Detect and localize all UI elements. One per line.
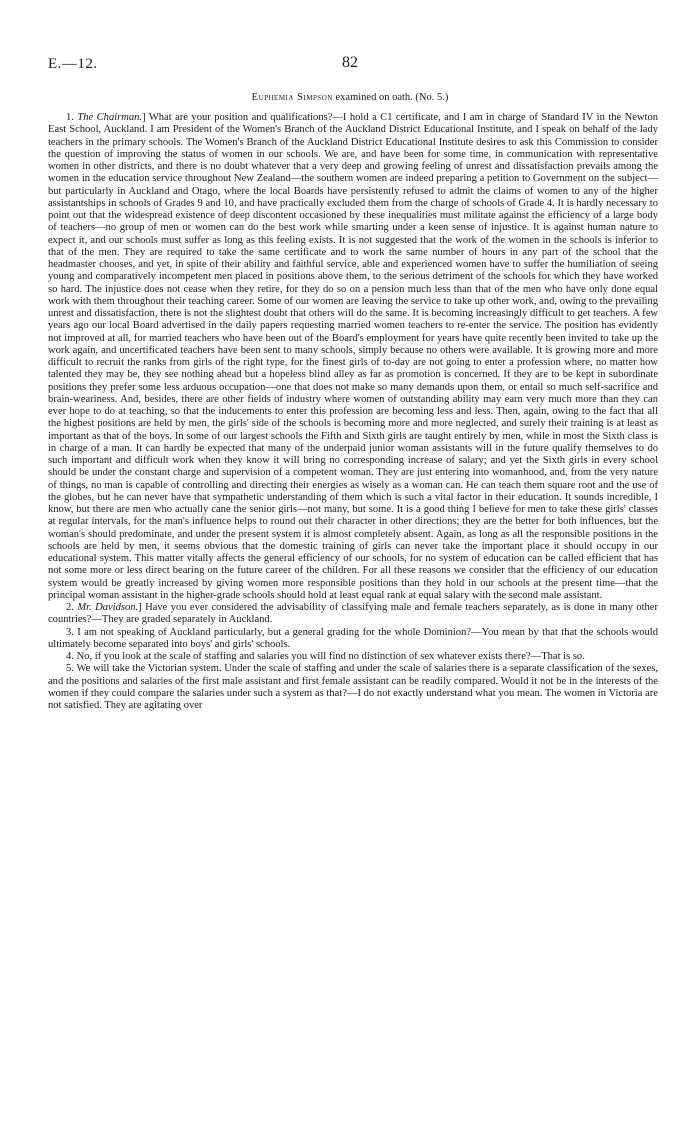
testimony-body xyxy=(48,112,658,712)
paragraph-3 xyxy=(48,627,658,652)
speaker: Mr. Davidson. xyxy=(77,602,139,613)
paragraph-text: ] Have you ever considered the advisability of classifying male and female teachers separately, as is done in many other countries?—They are graded separately in Auckland. xyxy=(48,602,658,626)
question-number: 2. xyxy=(66,602,74,613)
paragraph-4 xyxy=(48,651,658,663)
paragraph-text: No, if you look at the scale of staffing and salaries you will find no distinction of sex whatever exists there?—That is so. xyxy=(76,651,585,662)
report-reference: E.—12. xyxy=(48,56,98,72)
paragraph-text: ] What are your position and qualifications?—I hold a C1 certificate, and I am in charge of Standard IV in the Newton East School, Auckland. I am President of the Women's Branch of the Auckland District Educational Institute, and I speak on behalf of the lady teachers in the primary schools. The Women's Branch of the Auckland District Educational Institute desires to ask this Commission to consider the question of improving the status of women in our schools. We are, and have been for some time, in communication with representative women in other districts, and there is no doubt whatever that a very deep and growing feeling of unrest and dissatisfaction prevails among the women in the education service throughout New Zealand—the southern women are indeed preparing a petition to Government on the subject—but particularly in Auckland and Otago, where the local Boards have persistently refused to admit the claims of women to any of the higher assistantships in schools of Grades 9 and 10, and have practically excluded them from the charge of schools of Grade 4. It is hardly necessary to point out that the widespread existence of deep discontent occasioned by these inequalities must militate against the efficiency of a large body of teachers—no group of men or women can do the best work while smarting under a keen sense of injustice. It is against human nature to expect it, and our schools must suffer as long as this feeling exists. It is not suggested that the work of the women in the schools is inferior to that of the men. They are required to take the same certificate and to work the same number of hours in any part of the school that the headmaster chooses, and yet, in spite of their ability and faithful service, able and experienced women have to suffer the humiliation of seeing young and comparatively incompetent men placed in positions above them, to the serious detriment of the schools for which they have worked so hard. The injustice does not cease when they retire, for they do so on a pension much less than that of the men who have only done equal work with them throughout their teaching career. Some of our women are leaving the service to take up other work, and, owing to the prevailing unrest and dissatisfaction, there is not the slightest doubt that others will do the same. It is becoming increasingly difficult to get teachers. A few years ago our local Board advertised in the daily papers requesting married women teachers to re-enter the service. The position has evidently not improved at all, for married teachers who have been out of the Board's employment for years have quite recently been invited to take up the work again, and uncertificated teachers have been sent to many schools, simply because no others were available. It is growing more and more difficult to recruit the ranks from girls of the right type, for the finest girls of to-day are not going to enter a profession where, no matter how talented they may be, they see nothing ahead but a hopeless blind alley as far as promotion is concerned. If they are to be kept in subordinate positions they prefer some less arduous occupation—one that does not make so many demands upon them, or entail so much self-sacrifice and brain-weariness. And, besides, there are other fields of industry where women of outstanding ability may earn very much more than they can ever hope to do at teaching, so that the inducements to enter this profession are becoming less and less. Then, again, owing to the fact that all the highest positions are held by men, the girls' side of the schools is becoming more and more neglected, and surely their training is at least as important as that of the boys. In some of our largest schools the Fifth and Sixth girls are taught entirely by men, while in most the Sixth class is in charge of a man. It can hardly be expected that many of the underpaid junior woman assistants will in the future qualify themselves to do such important and difficult work when they know it will bring no corresponding increase of salary; and yet the Sixth girls in every school should be under the constant charge and supervision of a competent woman. They are just entering into womanhood, and, from the very nature of things, no man is capable of controlling and directing their energies as wisely as a woman can. He can teach them square root and the use of the globes, but he can never have that sympathetic understanding of them which is such a vital factor in their education. It sounds incredible, I know, but there are men who actually cane the senior girls—not many, but some. It is a good thing I believe for men to take these girls' classes at regular intervals, for the man's influence helps to round out their character in other directions; they are the better for both influences, but the woman's should predominate, and under the present system it is almost completely absent. Again, as long as all the responsible positions in the schools are held by men, it seems obvious that the domestic training of girls can never take the important place it should occupy in our educational system. This matter vitally affects the general efficiency of our schools, for no system of education can be called efficient that has not some more or less direct bearing on the future career of the children. For all these reasons we consider that the efficiency of our education system would be greatly increased by giving women more responsible positions than they hold in our schools at the present time—that the principal woman assistant in the higher-grade schools should hold at least equal rank at equal salary with the second male assistant. xyxy=(48,112,659,601)
paragraph-1 xyxy=(48,112,658,602)
question-number: 5. xyxy=(66,663,74,675)
witness-note: examined on oath. (No. 5.) xyxy=(335,92,449,103)
witness-name: Euphemia Simpson xyxy=(251,92,333,103)
paragraph-text: I am not speaking of Auckland particularly, but a general grading for the whole Dominion?—You mean by that that the schools would ultimately become separated into boys' and girls' schools. xyxy=(48,626,658,650)
question-number: 1. xyxy=(66,112,74,123)
paragraph-text: We will take the Victorian system. Under the scale of staffing and under the scale of salaries there is a separate classification of the sexes, and the positions and salaries of the first male assistant and first female assistant can be readily compared. Would it not be in the interests of the women if they could compare the salaries under such a system as that?—I do not exactly understand what you mean. The women in Victoria are not satisfied. They are agitating over xyxy=(48,663,658,711)
question-number: 3. xyxy=(66,626,74,638)
witness-heading xyxy=(0,92,700,103)
question-number: 4. xyxy=(66,651,74,662)
paragraph-5 xyxy=(48,663,658,712)
speaker: The Chairman. xyxy=(77,112,143,123)
page-number: 82 xyxy=(342,54,358,71)
paragraph-2 xyxy=(48,602,658,627)
